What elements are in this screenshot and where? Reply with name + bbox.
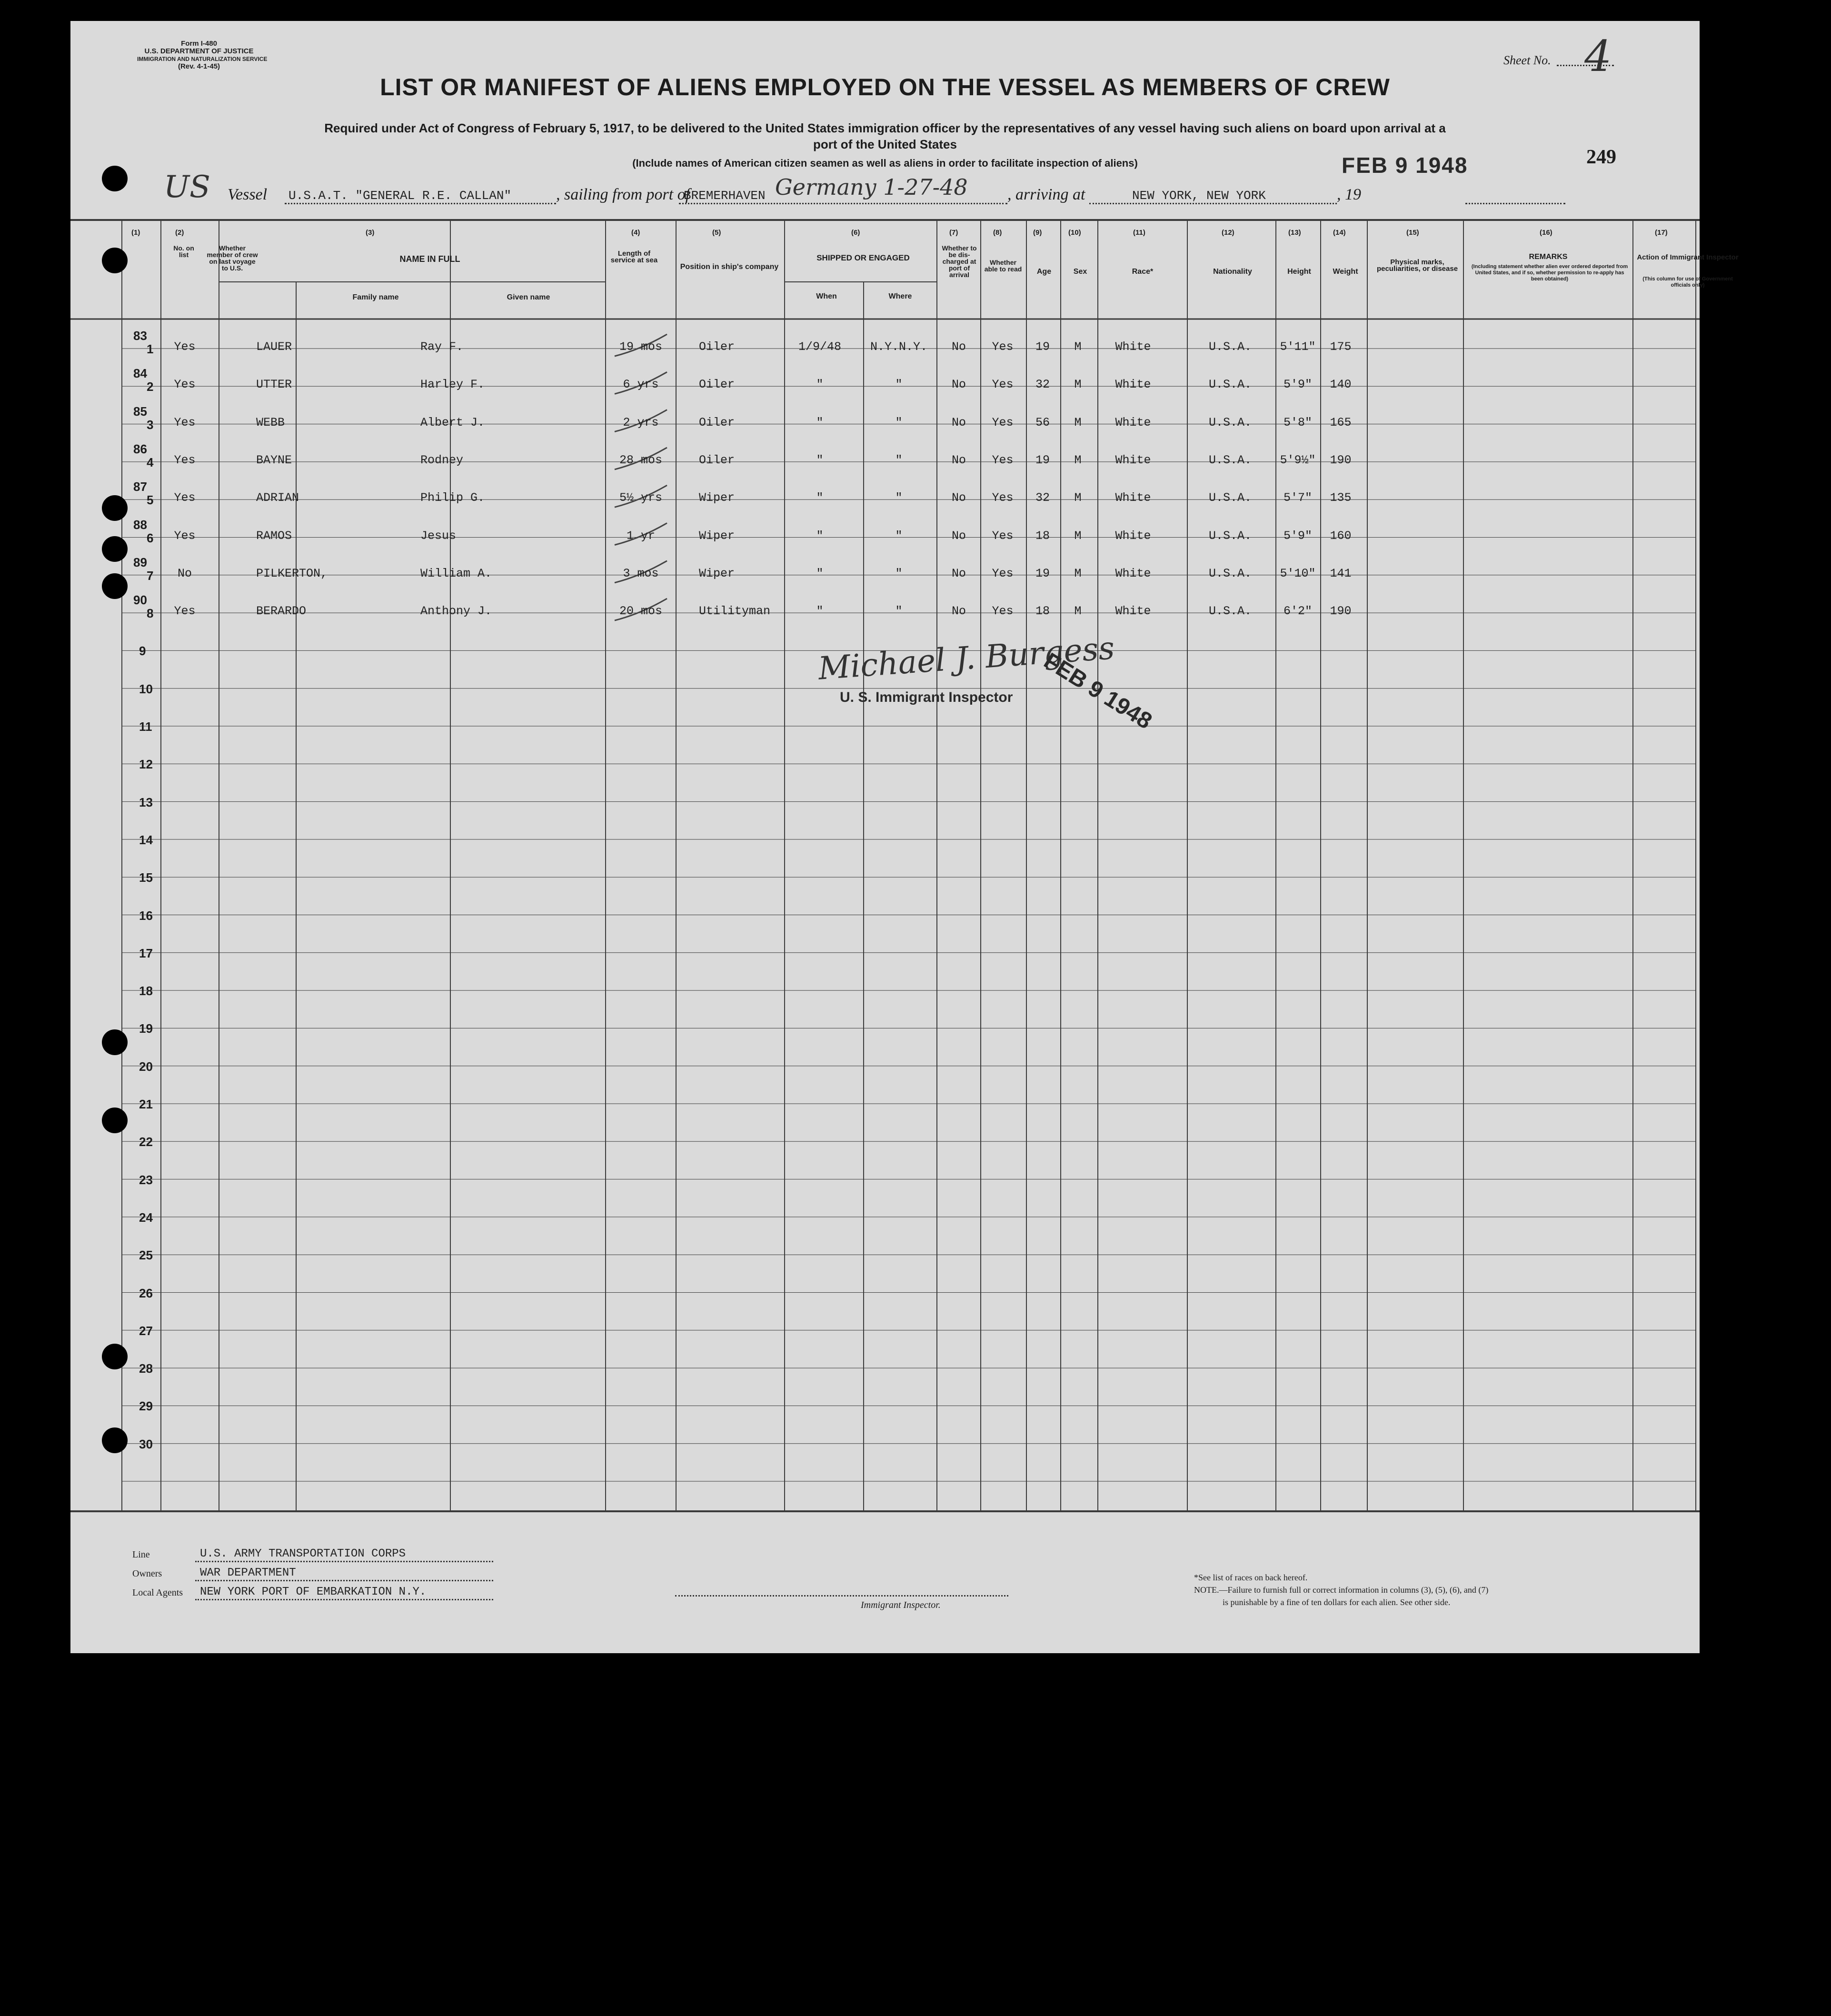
cell-weight: 190 — [1330, 453, 1352, 467]
row-prefix-number: 85 — [133, 404, 147, 419]
cell-race: White — [1115, 566, 1151, 580]
cell-height: 5'10" — [1280, 566, 1316, 580]
cell-position: Oiler — [699, 378, 735, 392]
cell-family-name: BERARDO — [256, 604, 307, 619]
cell-able-to-read: Yes — [992, 491, 1014, 505]
cell-weight: 175 — [1330, 340, 1352, 354]
row-number: 25 — [139, 1248, 153, 1263]
cell-position: Utilityman — [699, 604, 771, 619]
cell-sex: M — [1074, 415, 1082, 429]
cell-discharged: No — [951, 340, 966, 354]
cell-family-name: UTTER — [256, 378, 292, 392]
row-number: 29 — [139, 1399, 153, 1414]
cell-where: " — [895, 566, 903, 580]
cell-age: 32 — [1035, 491, 1050, 505]
column-number: (16) — [1540, 229, 1552, 237]
row-number: 10 — [139, 681, 153, 696]
footer-owners-rule — [195, 1580, 493, 1581]
inspector-signature-label: Immigrant Inspector. — [861, 1600, 941, 1610]
cell-when: " — [816, 566, 824, 580]
date-stamp-top: FEB 9 1948 — [1342, 153, 1468, 178]
punch-hole — [102, 166, 128, 191]
header-action-of-inspector: Action of Immigrant Inspector — [1637, 253, 1739, 261]
cell-nationality: U.S.A. — [1208, 453, 1252, 467]
cell-age: 19 — [1035, 340, 1050, 354]
row-prefix-number: 83 — [133, 329, 147, 343]
cell-weight: 160 — [1330, 529, 1352, 543]
subtitle-line-3: (Include names of American citizen seamen as well as aliens in order to facilitate inspection of aliens) — [632, 157, 1138, 169]
inspector-signature: Michael J. Burgess — [817, 629, 1116, 687]
footer-line-value: U.S. ARMY TRANSPORTATION CORPS — [200, 1547, 406, 1560]
footer-line-label: Line — [132, 1549, 150, 1560]
cell-given-name: William A. — [420, 566, 492, 580]
cell-discharged: No — [951, 491, 966, 505]
punch-hole — [102, 1344, 128, 1369]
row-number: 5 — [147, 493, 154, 508]
cell-nationality: U.S.A. — [1208, 415, 1252, 429]
cell-race: White — [1115, 491, 1151, 505]
cell-length-of-service: 5½ yrs — [619, 491, 662, 505]
cell-position: Oiler — [699, 415, 735, 429]
vessel-name: U.S.A.T. "GENERAL R.E. CALLAN" — [289, 189, 512, 203]
row-number: 1 — [147, 342, 154, 356]
cell-discharged: No — [951, 604, 966, 619]
cell-when: " — [816, 453, 824, 467]
cell-last-voyage: Yes — [174, 415, 196, 429]
header-age: Age — [1036, 268, 1052, 276]
cell-able-to-read: Yes — [992, 453, 1014, 467]
column-number: (7) — [949, 229, 958, 237]
row-number: 15 — [139, 870, 153, 885]
cell-last-voyage: Yes — [174, 340, 196, 354]
cell-weight: 190 — [1330, 604, 1352, 619]
vessel-label: Vessel — [228, 186, 268, 203]
form-number: Form I-480 — [181, 40, 217, 48]
cell-given-name: Albert J. — [420, 415, 485, 429]
cell-nationality: U.S.A. — [1208, 529, 1252, 543]
race-list-note: *See list of races on back hereof. — [1194, 1573, 1308, 1582]
row-prefix-number: 90 — [133, 593, 147, 608]
cell-able-to-read: Yes — [992, 604, 1014, 619]
cell-when: " — [816, 415, 824, 429]
cell-position: Wiper — [699, 529, 735, 543]
cell-nationality: U.S.A. — [1208, 491, 1252, 505]
cell-age: 56 — [1035, 415, 1050, 429]
footer-agents-rule — [195, 1599, 493, 1600]
cell-position: Wiper — [699, 566, 735, 580]
cell-when: 1/9/48 — [798, 340, 841, 354]
cell-family-name: WEBB — [256, 415, 285, 429]
header-name-in-full: NAME IN FULL — [399, 254, 460, 264]
header-position: Position in ship's company — [680, 263, 779, 271]
inspector-signature-rule — [675, 1595, 1008, 1597]
cell-age: 19 — [1035, 566, 1050, 580]
cell-where: " — [895, 415, 903, 429]
column-number: (13) — [1288, 229, 1301, 237]
header-when: When — [816, 292, 837, 300]
row-number: 19 — [139, 1021, 153, 1036]
row-number: 30 — [139, 1437, 153, 1451]
column-number: (12) — [1222, 229, 1234, 237]
page-number: 249 — [1586, 146, 1616, 168]
row-number: 4 — [147, 455, 154, 469]
cell-height: 5'8" — [1283, 415, 1312, 429]
header-height: Height — [1287, 268, 1311, 276]
inspector-title: U. S. Immigrant Inspector — [840, 689, 1013, 705]
row-number: 13 — [139, 795, 153, 809]
header-shipped-or-engaged: SHIPPED OR ENGAGED — [816, 253, 910, 262]
cell-when: " — [816, 529, 824, 543]
row-prefix-number: 84 — [133, 366, 147, 381]
cell-length-of-service: 1 yr — [626, 529, 655, 543]
cell-discharged: No — [951, 566, 966, 580]
punch-hole — [102, 495, 128, 521]
cell-family-name: RAMOS — [256, 529, 292, 543]
punch-hole — [102, 573, 128, 599]
row-number: 28 — [139, 1361, 153, 1376]
cell-where: " — [895, 453, 903, 467]
cell-race: White — [1115, 340, 1151, 354]
header-where: Where — [888, 292, 912, 300]
service-name: IMMIGRATION AND NATURALIZATION SERVICE — [137, 56, 268, 62]
cell-given-name: Jesus — [420, 529, 457, 543]
cell-weight: 165 — [1330, 415, 1352, 429]
subtitle-line-1: Required under Act of Congress of February 5, 1917, to be delivered to the United States immigration officer by the representatives of any vessel having such aliens on board upon arrival at a — [324, 121, 1446, 135]
fine-note-line-1: NOTE.—Failure to furnish full or correct information in columns (3), (5), (6), and (7) — [1194, 1585, 1489, 1595]
cell-nationality: U.S.A. — [1208, 340, 1252, 354]
cell-family-name: ADRIAN — [256, 491, 299, 505]
footer-owners-value: WAR DEPARTMENT — [200, 1567, 296, 1579]
header-race: Race* — [1132, 268, 1154, 276]
cell-length-of-service: 28 mos — [619, 453, 662, 467]
column-number: (2) — [175, 229, 184, 237]
margin-mark: US — [164, 170, 210, 205]
cell-height: 5'9½" — [1280, 453, 1316, 467]
column-number: (9) — [1033, 229, 1042, 237]
cell-height: 5'11" — [1280, 340, 1316, 354]
subtitle-line-2: port of the United States — [813, 137, 957, 151]
cell-position: Oiler — [699, 340, 735, 354]
header-given-name: Given name — [507, 293, 550, 301]
fine-note-line-2: is punishable by a fine of ten dollars for each alien. See other side. — [1223, 1597, 1451, 1607]
column-number: (5) — [712, 229, 721, 237]
sailing-label: , sailing from port of — [556, 186, 690, 203]
cell-family-name: PILKERTON, — [256, 566, 328, 580]
cell-sex: M — [1074, 604, 1082, 619]
cell-able-to-read: Yes — [992, 378, 1014, 392]
cell-length-of-service: 2 yrs — [623, 415, 659, 429]
cell-last-voyage: Yes — [174, 378, 196, 392]
cell-able-to-read: Yes — [992, 566, 1014, 580]
punch-hole — [102, 1108, 128, 1133]
cell-weight: 140 — [1330, 378, 1352, 392]
row-number: 20 — [139, 1059, 153, 1074]
cell-last-voyage: Yes — [174, 453, 196, 467]
header-sex: Sex — [1073, 268, 1087, 276]
cell-age: 32 — [1035, 378, 1050, 392]
cell-where: " — [895, 491, 903, 505]
row-prefix-number: 87 — [133, 479, 147, 494]
cell-age: 18 — [1035, 604, 1050, 619]
header-action-note: (This column for use of Government officials only) — [1642, 276, 1733, 288]
row-number: 14 — [139, 832, 153, 847]
column-number: (4) — [631, 229, 640, 237]
row-number: 11 — [139, 719, 152, 734]
row-number: 26 — [139, 1286, 153, 1300]
cell-given-name: Harley F. — [420, 378, 485, 392]
cell-race: White — [1115, 529, 1151, 543]
row-number: 3 — [147, 417, 154, 432]
cell-sex: M — [1074, 453, 1082, 467]
row-number: 12 — [139, 757, 153, 772]
cell-age: 19 — [1035, 453, 1050, 467]
cell-discharged: No — [951, 453, 966, 467]
row-number: 9 — [139, 644, 146, 659]
header-length-of-service: Length of service at sea — [610, 250, 658, 264]
cell-race: White — [1115, 453, 1151, 467]
cell-sex: M — [1074, 529, 1082, 543]
cell-position: Wiper — [699, 491, 735, 505]
arriving-port: NEW YORK, NEW YORK — [1132, 189, 1266, 203]
cell-given-name: Philip G. — [420, 491, 485, 505]
sailing-handwritten: Germany 1-27-48 — [775, 174, 968, 200]
cell-given-name: Anthony J. — [420, 604, 492, 619]
page-title: LIST OR MANIFEST OF ALIENS EMPLOYED ON THE VESSEL AS MEMBERS OF CREW — [380, 74, 1390, 100]
cell-when: " — [816, 378, 824, 392]
cell-race: White — [1115, 415, 1151, 429]
header-no-on-list: No. on list — [173, 244, 194, 259]
cell-nationality: U.S.A. — [1208, 566, 1252, 580]
row-number: 24 — [139, 1210, 153, 1225]
column-number: (6) — [851, 229, 860, 237]
footer-agents-label: Local Agents — [132, 1587, 183, 1598]
column-number: (14) — [1333, 229, 1346, 237]
revision-date: (Rev. 4-1-45) — [178, 62, 220, 70]
row-number: 2 — [147, 379, 154, 394]
row-number: 23 — [139, 1172, 153, 1187]
row-prefix-number: 88 — [133, 517, 147, 532]
department-name: U.S. DEPARTMENT OF JUSTICE — [144, 47, 254, 55]
row-prefix-number: 86 — [133, 441, 147, 456]
header-physical-marks: Physical marks, peculiarities, or disease — [1376, 258, 1458, 273]
header-family-name: Family name — [352, 293, 399, 301]
row-number: 17 — [139, 946, 153, 960]
sheet-number-value: 4 — [1584, 31, 1612, 81]
cell-last-voyage: Yes — [174, 604, 196, 619]
cell-position: Oiler — [699, 453, 735, 467]
arriving-label: , arriving at — [1007, 186, 1085, 203]
sheet-number-label: Sheet No. — [1503, 53, 1551, 67]
cell-family-name: BAYNE — [256, 453, 292, 467]
column-number: (11) — [1133, 229, 1145, 237]
cell-nationality: U.S.A. — [1208, 604, 1252, 619]
column-number: (10) — [1068, 229, 1081, 237]
cell-length-of-service: 6 yrs — [623, 378, 659, 392]
cell-height: 6'2" — [1283, 604, 1312, 619]
footer-owners-label: Owners — [132, 1568, 162, 1579]
cell-given-name: Rodney — [420, 453, 464, 467]
header-nationality: Nationality — [1213, 268, 1252, 276]
cell-given-name: Ray F. — [420, 340, 464, 354]
row-number: 16 — [139, 908, 153, 923]
header-remarks-note: (Including statement whether alien ever ordered deported from United States, and if so, whether permission to re-apply has been obtained) — [1471, 264, 1628, 282]
cell-height: 5'7" — [1283, 491, 1312, 505]
column-number: (8) — [993, 229, 1002, 237]
cell-where: " — [895, 604, 903, 619]
cell-weight: 135 — [1330, 491, 1352, 505]
header-able-to-read: Whether able to read — [984, 259, 1022, 273]
column-number: (15) — [1406, 229, 1419, 237]
date-stamp-signature: FEB 9 1948 — [1039, 648, 1156, 734]
row-number: 22 — [139, 1135, 153, 1149]
manifest-sheet — [70, 21, 1739, 1653]
cell-able-to-read: Yes — [992, 415, 1014, 429]
cell-when: " — [816, 604, 824, 619]
row-number: 6 — [147, 530, 154, 545]
cell-able-to-read: Yes — [992, 529, 1014, 543]
row-number: 8 — [147, 606, 154, 621]
punch-hole — [102, 1427, 128, 1453]
cell-discharged: No — [951, 378, 966, 392]
punch-hole — [102, 248, 128, 273]
cell-length-of-service: 3 mos — [623, 566, 659, 580]
row-number: 27 — [139, 1323, 153, 1338]
header-weight: Weight — [1333, 268, 1358, 276]
cell-race: White — [1115, 604, 1151, 619]
column-number: (3) — [366, 229, 375, 237]
cell-height: 5'9" — [1283, 378, 1312, 392]
row-prefix-number: 89 — [133, 555, 147, 569]
cell-sex: M — [1074, 491, 1082, 505]
cell-where: " — [895, 378, 903, 392]
sailing-port: BREMERHAVEN — [684, 189, 766, 203]
cell-weight: 141 — [1330, 566, 1352, 580]
cell-family-name: LAUER — [256, 340, 292, 354]
year-label: , 19 — [1337, 186, 1361, 203]
cell-last-voyage: No — [177, 566, 192, 580]
row-number: 21 — [139, 1097, 153, 1111]
column-number: (1) — [131, 229, 140, 237]
punch-hole — [102, 536, 128, 562]
header-remarks: REMARKS — [1529, 253, 1568, 261]
cell-where: " — [895, 529, 903, 543]
cell-length-of-service: 19 mos — [619, 340, 662, 354]
column-number: (17) — [1655, 229, 1668, 237]
row-number: 7 — [147, 568, 154, 583]
cell-nationality: U.S.A. — [1208, 378, 1252, 392]
cell-sex: M — [1074, 378, 1082, 392]
cell-when: " — [816, 491, 824, 505]
cell-last-voyage: Yes — [174, 529, 196, 543]
cell-where: N.Y.N.Y. — [870, 340, 928, 354]
cell-able-to-read: Yes — [992, 340, 1014, 354]
punch-hole — [102, 1029, 128, 1055]
cell-length-of-service: 20 mos — [619, 604, 662, 619]
header-last-voyage: Whether member of crew on last voyage to U.S. — [207, 244, 258, 272]
header-discharged: Whether to be dis-charged at port of arrival — [942, 244, 977, 279]
cell-discharged: No — [951, 529, 966, 543]
cell-last-voyage: Yes — [174, 491, 196, 505]
footer-agents-value: NEW YORK PORT OF EMBARKATION N.Y. — [200, 1586, 427, 1598]
cell-height: 5'9" — [1283, 529, 1312, 543]
footer-line-rule — [195, 1561, 493, 1562]
cell-age: 18 — [1035, 529, 1050, 543]
row-number: 18 — [139, 984, 153, 998]
cell-sex: M — [1074, 340, 1082, 354]
cell-race: White — [1115, 378, 1151, 392]
cell-discharged: No — [951, 415, 966, 429]
cell-sex: M — [1074, 566, 1082, 580]
